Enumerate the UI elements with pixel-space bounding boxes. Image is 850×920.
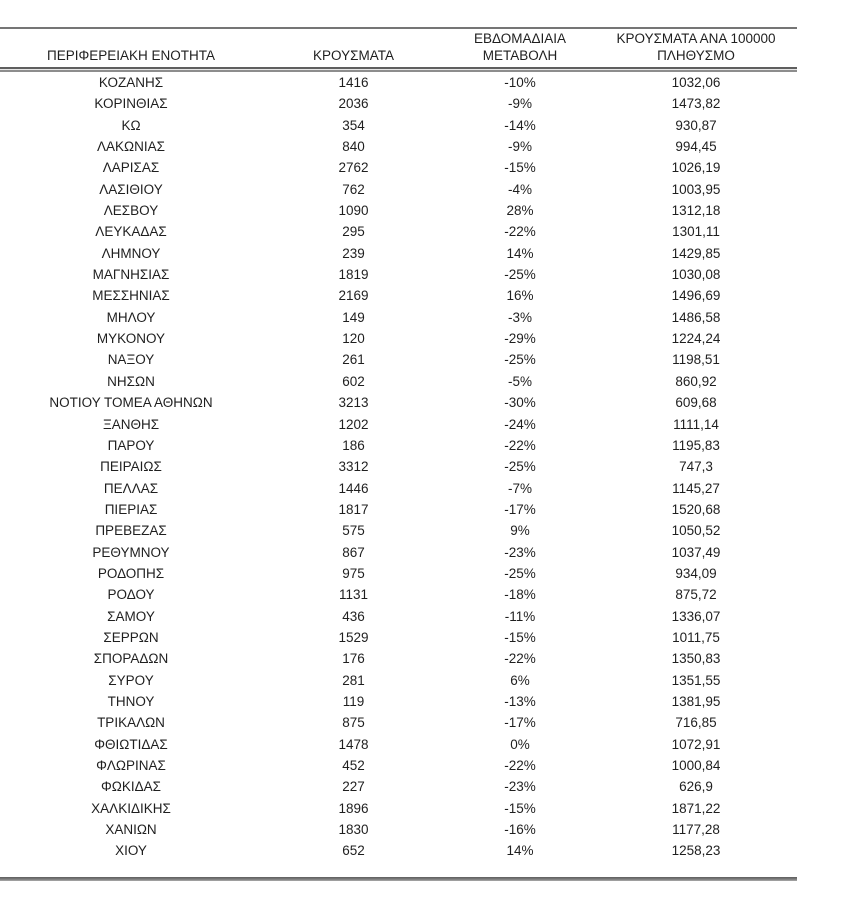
cell-cases-per-100k: 1473,82 [671, 96, 721, 112]
cell-weekly-change: -9% [507, 139, 532, 155]
cell-cases-per-100k: 875,72 [675, 587, 717, 603]
cell-cases: 1446 [338, 480, 369, 496]
cell-weekly-change: -22% [504, 224, 536, 240]
cell-cases: 239 [342, 245, 365, 261]
data-table [0, 72, 797, 862]
cell-cases: 1819 [338, 267, 369, 283]
cell-cases-per-100k: 1000,84 [671, 758, 721, 773]
cell-weekly-change: 14% [506, 843, 534, 859]
cell-weekly-change: -22% [504, 758, 536, 773]
table-row [0, 264, 797, 285]
cell-weekly-change: -30% [504, 395, 536, 411]
cell-region: ΞΑΝΘΗΣ [102, 416, 160, 432]
table-row [0, 712, 797, 733]
cell-cases: 120 [342, 331, 365, 347]
cell-weekly-change: -11% [504, 608, 536, 624]
cell-cases: 2036 [338, 96, 369, 112]
cell-cases: 1478 [338, 736, 369, 752]
table-row [0, 755, 797, 776]
table-row [0, 115, 797, 136]
table-row [0, 179, 797, 200]
cell-cases-per-100k: 1496,69 [671, 288, 721, 304]
cell-cases: 1830 [338, 822, 369, 838]
cell-weekly-change: -22% [504, 651, 536, 667]
cell-cases-per-100k: 1301,11 [672, 224, 720, 240]
cell-region: ΧΑΛΚΙΔΙΚΗΣ [91, 800, 171, 816]
cell-cases: 119 [342, 693, 365, 709]
table-row [0, 691, 797, 712]
cell-cases: 3213 [338, 395, 369, 411]
cell-weekly-change: -18% [504, 587, 536, 603]
table-row [0, 478, 797, 499]
cell-region: ΧΑΝΙΩΝ [105, 822, 157, 838]
table-row [0, 670, 797, 691]
cell-weekly-change: -23% [504, 779, 536, 795]
cell-weekly-change: -13% [504, 693, 536, 709]
cell-region: ΤΗΝΟΥ [107, 693, 155, 709]
column-header-line: ΠΛΗΘΥΣΜΟ [657, 47, 735, 63]
cell-cases-per-100k: 1026,19 [671, 160, 721, 176]
table-row [0, 200, 797, 221]
cell-cases-per-100k: 1258,23 [671, 843, 721, 859]
cell-region: ΚΟΖΑΝΗΣ [98, 75, 164, 90]
cell-weekly-change: -23% [504, 544, 536, 560]
cell-cases: 3312 [338, 459, 369, 475]
cell-cases-per-100k: 1312,18 [671, 203, 721, 219]
cell-cases: 867 [342, 544, 365, 560]
cell-weekly-change: -15% [504, 629, 536, 645]
table-row [0, 392, 797, 413]
cell-weekly-change: 28% [506, 203, 534, 219]
cell-cases: 1817 [338, 501, 369, 517]
cell-region: ΜΕΣΣΗΝΙΑΣ [92, 288, 170, 304]
cell-cases-per-100k: 994,45 [675, 139, 717, 155]
cell-cases-per-100k: 1111,14 [673, 416, 719, 432]
cell-cases: 2169 [338, 288, 369, 304]
cell-region: ΛΗΜΝΟΥ [101, 245, 161, 261]
column-header-region [0, 29, 262, 67]
cell-cases-per-100k: 747,3 [679, 459, 713, 475]
cell-cases: 295 [342, 224, 365, 240]
cell-region: ΛΑΡΙΣΑΣ [102, 160, 160, 176]
cell-weekly-change: 14% [506, 245, 534, 261]
cell-cases: 652 [342, 843, 365, 859]
cell-weekly-change: -17% [504, 715, 536, 731]
cell-cases: 975 [342, 565, 365, 581]
cell-region: ΛΕΣΒΟΥ [103, 203, 159, 219]
cell-weekly-change: -25% [504, 267, 536, 283]
cell-cases: 176 [342, 651, 365, 667]
cell-region: ΝΑΞΟΥ [107, 352, 155, 368]
cell-cases-per-100k: 1030,08 [671, 267, 721, 283]
cell-region: ΣΑΜΟΥ [107, 608, 155, 624]
cell-weekly-change: 6% [510, 672, 530, 688]
table-row [0, 606, 797, 627]
cell-region: ΜΑΓΝΗΣΙΑΣ [92, 267, 170, 283]
column-header-cases-per-100k [595, 29, 797, 67]
table-row [0, 243, 797, 264]
cell-cases: 227 [342, 779, 365, 795]
cell-region: ΝΟΤΙΟΥ ΤΟΜΕΑ ΑΘΗΝΩΝ [49, 395, 213, 411]
cell-cases-per-100k: 1032,06 [671, 75, 721, 90]
table-row [0, 93, 797, 114]
cell-cases: 354 [342, 117, 365, 133]
table-row [0, 584, 797, 605]
table-row [0, 499, 797, 520]
column-header-line: ΚΡΟΥΣΜΑΤΑ ΑΝΑ 100000 [616, 31, 776, 46]
cell-cases-per-100k: 1072,91 [671, 736, 721, 752]
table-row [0, 819, 797, 840]
column-header-line: ΕΒΔΟΜΑΔΙΑΙΑ [473, 31, 567, 46]
table-body [0, 72, 797, 862]
cell-weekly-change: -14% [504, 117, 536, 133]
table-row [0, 734, 797, 755]
regional-cases-table [0, 27, 797, 881]
cell-cases-per-100k: 1177,28 [672, 822, 720, 838]
cell-cases: 436 [342, 608, 365, 624]
table-row [0, 627, 797, 648]
cell-cases-per-100k: 1871,22 [671, 800, 721, 816]
cell-region: ΠΡΕΒΕΖΑΣ [95, 523, 167, 539]
cell-weekly-change: -15% [504, 800, 536, 816]
header-row [0, 29, 797, 67]
cell-cases-per-100k: 626,9 [679, 779, 713, 795]
cell-cases-per-100k: 860,92 [675, 373, 717, 389]
cell-weekly-change: -25% [504, 565, 536, 581]
cell-cases: 186 [342, 437, 365, 453]
cell-region: ΠΕΙΡΑΙΩΣ [100, 459, 162, 475]
cell-cases: 1416 [338, 75, 369, 90]
cell-region: ΛΕΥΚΑΔΑΣ [95, 224, 167, 240]
cell-region: ΣΥΡΟΥ [108, 672, 154, 688]
table-row [0, 563, 797, 584]
cell-region: ΚΩ [121, 117, 141, 133]
cell-cases: 575 [342, 523, 365, 539]
cell-weekly-change: -4% [507, 181, 532, 197]
column-header-line: ΜΕΤΑΒΟΛΗ [482, 47, 558, 63]
cell-region: ΦΛΩΡΙΝΑΣ [96, 758, 166, 773]
cell-region: ΣΕΡΡΩΝ [103, 629, 159, 645]
table-row [0, 435, 797, 456]
cell-region: ΝΗΣΩΝ [107, 373, 155, 389]
cell-weekly-change: -15% [504, 160, 536, 176]
cell-region: ΡΕΘΥΜΝΟΥ [92, 544, 170, 560]
table-row [0, 542, 797, 563]
table-row [0, 328, 797, 349]
cell-region: ΜΥΚΟΝΟΥ [96, 331, 166, 347]
table-row [0, 776, 797, 797]
cell-cases: 2762 [338, 160, 369, 176]
cell-weekly-change: -25% [504, 352, 536, 368]
cell-region: ΛΑΚΩΝΙΑΣ [97, 139, 165, 155]
cell-weekly-change: -16% [504, 822, 536, 838]
cell-weekly-change: -17% [504, 501, 536, 517]
cell-cases: 261 [342, 352, 365, 368]
cell-weekly-change: -25% [504, 459, 536, 475]
table-row [0, 307, 797, 328]
cell-cases-per-100k: 1011,75 [672, 629, 720, 645]
cell-cases-per-100k: 1145,27 [672, 480, 720, 496]
cell-cases-per-100k: 609,68 [675, 395, 717, 411]
cell-cases: 1896 [338, 800, 369, 816]
table-row [0, 349, 797, 370]
cell-weekly-change: -5% [507, 373, 532, 389]
table-row [0, 221, 797, 242]
cell-weekly-change: -3% [507, 309, 532, 325]
cell-weekly-change: -29% [504, 331, 536, 347]
column-header-line: ΚΡΟΥΣΜΑΤΑ [313, 47, 394, 63]
cell-cases-per-100k: 1224,24 [671, 331, 721, 347]
table-row [0, 371, 797, 392]
table-row [0, 414, 797, 435]
cell-region: ΠΙΕΡΙΑΣ [104, 501, 158, 517]
table-row [0, 456, 797, 477]
table-row [0, 136, 797, 157]
cell-cases: 1131 [338, 587, 369, 603]
cell-cases-per-100k: 1350,83 [671, 651, 721, 667]
cell-weekly-change: -9% [507, 96, 532, 112]
cell-cases: 602 [342, 373, 365, 389]
table-row [0, 648, 797, 669]
cell-region: ΚΟΡΙΝΘΙΑΣ [94, 96, 168, 112]
cell-region: ΠΑΡΟΥ [107, 437, 155, 453]
table-row [0, 520, 797, 541]
cell-region: ΛΑΣΙΘΙΟΥ [99, 181, 163, 197]
cell-region: ΧΙΟΥ [115, 843, 147, 859]
table-bottom-rule [0, 877, 797, 881]
cell-cases-per-100k: 1003,95 [671, 181, 721, 197]
table-row [0, 157, 797, 178]
cell-weekly-change: -10% [504, 75, 536, 90]
cell-cases: 1202 [338, 416, 369, 432]
cell-cases-per-100k: 1195,83 [672, 437, 720, 453]
column-header-line: ΠΕΡΙΦΕΡΕΙΑΚΗ ΕΝΟΤΗΤΑ [46, 47, 216, 63]
table-row [0, 798, 797, 819]
cell-cases: 762 [342, 181, 365, 197]
cell-cases-per-100k: 1520,68 [671, 501, 721, 517]
cell-weekly-change: 0% [510, 736, 530, 752]
cell-cases: 149 [342, 309, 365, 325]
cell-weekly-change: -7% [507, 480, 532, 496]
cell-region: ΜΗΛΟΥ [106, 309, 156, 325]
cell-cases: 875 [342, 715, 365, 731]
table-header [0, 29, 797, 67]
cell-cases-per-100k: 716,85 [675, 715, 717, 731]
cell-weekly-change: -22% [504, 437, 536, 453]
cell-region: ΤΡΙΚΑΛΩΝ [97, 715, 165, 731]
cell-weekly-change: 9% [510, 523, 530, 539]
cell-cases-per-100k: 930,87 [675, 117, 717, 133]
column-header-weekly-change [445, 29, 595, 67]
cell-cases-per-100k: 1050,52 [671, 523, 721, 539]
cell-cases: 281 [342, 672, 365, 688]
cell-cases-per-100k: 1381,95 [671, 693, 721, 709]
cell-region: ΡΟΔΟΠΗΣ [97, 565, 165, 581]
column-header-cases [262, 29, 445, 67]
cell-cases: 1529 [338, 629, 369, 645]
table-row [0, 285, 797, 306]
cell-weekly-change: -24% [504, 416, 536, 432]
cell-region: ΡΟΔΟΥ [107, 587, 155, 603]
cell-cases: 1090 [338, 203, 369, 219]
cell-cases-per-100k: 934,09 [675, 565, 717, 581]
cell-region: ΣΠΟΡΑΔΩΝ [93, 651, 169, 667]
table-row [0, 840, 797, 861]
cell-cases-per-100k: 1351,55 [671, 672, 721, 688]
cell-region: ΦΘΙΩΤΙΔΑΣ [94, 736, 168, 752]
cell-cases-per-100k: 1336,07 [671, 608, 721, 624]
cell-cases-per-100k: 1198,51 [672, 352, 720, 368]
cell-cases-per-100k: 1037,49 [671, 544, 721, 560]
cell-region: ΦΩΚΙΔΑΣ [101, 779, 161, 795]
cell-cases: 840 [342, 139, 365, 155]
table-row [0, 72, 797, 93]
cell-cases: 452 [342, 758, 365, 773]
cell-cases-per-100k: 1429,85 [671, 245, 721, 261]
cell-region: ΠΕΛΛΑΣ [103, 480, 159, 496]
cell-cases-per-100k: 1486,58 [671, 309, 721, 325]
cell-weekly-change: 16% [506, 288, 534, 304]
